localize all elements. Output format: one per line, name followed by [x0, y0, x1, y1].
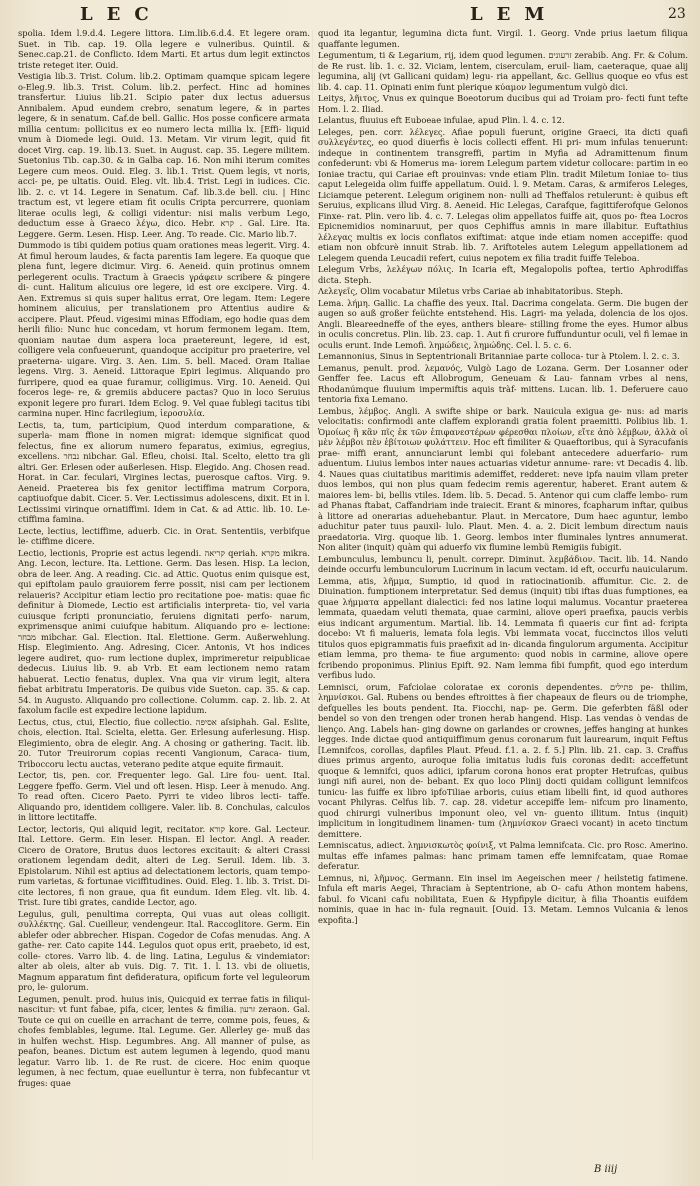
- entry-paragraph: Lema. λήμη. Gallic. La chaffie des yeux. Ital. Dacrima congelata. Germ. Die bugen der augen so auß großer feüchte entstehend. His. Lagri- ma yelada, dolencia de los ojos. Angli. Bleareedneffe of the eyes, anthers bleare- stilling frome the eyes. Humor albus in oculis concretus. Plin. lib. 23. cap. 1. Aut fi crurore fuffunduntur oculi, vel fi lemae in oculis erunt. Inde Lemofi. λημώδεις, λημώδης. Cel. l. 5. c. 6.: [318, 297, 688, 350]
- entry-paragraph: Lector, tis, pen. cor. Frequenter lego. Gal. Lire fou- uent. Ital. Leggere fpeffo. Germ. Viel und oft lesen. Hisp. Leer à menudo. Ang. To read often. Cicero Paeto. Pyrri te video libros lecti- taffe. Aliquando pro, identidem colligere. Valer. lib. 8. Conchulas, calculos in littore lectitaffe.: [18, 770, 310, 822]
- entry-paragraph: Leitys, λῆιτος, Vnus ex quinque Boeotorum ducibus qui ad Troiam pro- fecti funt tefte Hom. l. 2. Iliad.: [318, 93, 688, 114]
- running-head-left: LEC: [80, 4, 163, 25]
- entry-paragraph: Lemanus, penult. prod. λεμανός, Vulgò Lago de Lozana. Germ. Der Losanner oder Genffer fee. Lacus eft Allobrogum, Geneuam & Lau- fannam vrbes al nens, Rhodanúmque fluuium impermiftis aquis tràf- mittens. Lucan. lib. 1. Deferuere cauo tentoria fixa Lemano.: [318, 362, 688, 404]
- entry-paragraph: Leleges, pen. corr. λέλεγες. Afiae populi fuerunt, origine Graeci, ita dicti quafi συλλεγέντες, eo quod diuerfis è locis collecti effent. Hi pri- mum infulas tenuerunt: indeque in continentem transgreffi, partim in Myfia ad Adramittenum finum confederunt: vbi & Homerus ma- iorem Lelegum partem videtur collocare: partim in eo Ioniae tractu, qui Cariae eft prouinvas: vnde etiam Plin. tradit Miletum Ioniae to- tius caput Lelegeida olim fuiffe appellatum. Ouid. l. 9. Metam. Caras, & armiferos Leleges, Liciamque peterent. Lelegum originem non- nulli ad Theffalos retulerunt: è quibus eft Seruius, explicans illud Virg. 8. Aeneid. Hic Lelegas, Carafque, fagittiferofque Gelonos Finxe- rat. Plin. vero lib. 4. c. 7. Lelegas olim appellatos fuiffe ait, quos po- ftea Locros Epicnemidios nominaruut, per quos Cephiffus amnis in mare illabitur. Euftathius λέλεγας multis ex locis conflatos exiftimat: atque inde etiam nomen accepiffe: quod etiam non obfcurè innuit Strab. lib. 7. Ariftoteles autem Lelegum appellationem ad Lelegem quenda Leucadii refert, cuius nepotem ex filia tradit fuiffe Teleboa.: [318, 126, 688, 263]
- entry-paragraph: Lembus, λέμβος. Angli. A swifte shipe or bark. Nauicula exigua ge- nus: ad maris velocitatis: confirmodi ante claffem explorandi gratia folent praemitti. Polibius lib. 1. Ὁμοίως ἢ κἂν πῖς ἐκ τῶν ἐπιφανεστέρων φέρεσθαι πλοίων, εἴτε ἀπὸ λέμβων, ἀλλὰ οἱ μὲν λέμβοι πὲν ἐβίτοιων φυλάττειν. Hoc eft fimiliter & Quaeftoribus, qui à Syracufanis prae- miffi erant, annunciarunt lembi qui folebant antecedere aduerfario- rum aduentum. Liuius lembos inter naues actuarias videtur annume- rare: vt Decadis 4. lib. 4. Naues quas ciuitatibus maritimis ademiffet, redderet: neve ipfa nauim vllam preter duos lembos, qui non plus quam fedecim remis agerentur, haberet. Erant autem & maiores lem- bi, bellis vtiles. Idem. lib. 5. Decad. 5. Antenor qui cum claffe lembo- rum ad Phanas ftabat, Caffandriam inde traiecit. Erant & minores, fcapharum inftar, quibus à littore ad onerarias aduehebantur. Plaut. in Mercatore, Dum haec aguntur, lembo aduchitur pater tuus pauxil- lulo. Plaut. Men. 4. a. 2. Dicit lembum directum nauis praedatoria. Virg. quoque lib. 1. Georg. lembos inter fluminales lyntres annumerat. Non aliter (inquit) quàm qui aduerfo vix flumine lembũ Remigiis fubigit.: [318, 405, 688, 552]
- entry-paragraph: Lemniscatus, adiect. λημνισκωτὸς φοίνιξ, vt Palma lemnifcata. Cic. pro Rosc. Amerino. multas effe infames palmas: hanc primam tamen effe lemnifcatam, quae Romae deferatur.: [318, 840, 688, 871]
- entry-paragraph: Lectus, ctus, ctui, Electio, fiue collectio. אסיפה aſsiphah. Gal. Eslite, chois, election. Ital. Scielta, eletta. Ger. Erlesung auferlesung. Hisp. Elegimiento, obra de elegir. Ang. A chosing or gathering. Tacit. lib. 20. Tutor Treuirorum copias recenti Vangionum, Caraca- tium, Triboccoru lectu auctas, veterano pedite atque equite firmauit.: [18, 716, 310, 769]
- entry-paragraph: Dummodo is tibi quidem potius quam orationes meas legerit. Virg. 4. At fimul heroum laudes, & facta parentis Iam legere. Ea quoque que plena funt, legere dicimur. Virg. 6. Aeneid. quin protinus omnem perlegerent oculis. Tractum à Graecis γράφειν scribere & pingere di- cunt. Halitum alicuius ore legere, id est ore excipere. Virg. 4. Aen. Extremus si quis super halitus errat, Ore legam. Item: Legere hominem alicuius, per translationem pro Attentius audire & accipere. Plaut. Pfeud. vigesimi minas Effodiam, ego hodie quas dem herili filio: Nunc huc concedam, vt horum fermonem legam. Item, quoniam nautae dum aspera loca praetereunt, legere, id est, colligere vela confueuerunt, quandoque accipitur pro praeterire, vel praeterna- uigare. Virg. 3. Aen. Lim. 5. bell. Maced. Oram Italiae legens. Virg. 3. Aeneid. Littoraque Epiri legimus. Aliquando pro furripere, quod ea quae furamur, colligimus. Virg. 10. Aeneid. Qui foceros lege- re, & gremiis abducere pactas? Quo in loco Seruius exponit legere pro furari. Idem Eclog. 9. Vel quae fublegi tacitus tibi carmina nuper. Hinc facrilegium, ἱεροσυλία.: [18, 240, 310, 418]
- entry-paragraph: Lectis, ta, tum, participium, Quod interdum comparatione, & superla- mam ffione in nomen migrat: idemque significat quod felectus, fine ex aliorum numero feparatus, eximius, egregius, excellens. נבחר nibchar. Gal. Efleu, choisi. Ital. Scelto, eletto tra gli altri. Ger. Erlesen oder außerlesen. Hisp. Elegido. Ang. Chosen read. Horat. in Car. feculari, Virgines lectas, puerosque caftos. Virg. 9. Aeneid. Praeterea bis fex genitor lectiffima matrum Corpora, captiuofque dabit. Cicer. 5. Ver. Lectissimus adolescens, dixit. Et in l. Lectissimi virinque ornatiffimi. Idem in Cat. & ad Attic. lib. 10. Le- ctiffima famina.: [18, 419, 310, 524]
- entry-paragraph: Lelegum Vrbs, λελέγων πόλις. In Icaria eft, Megalopolis poftea, tertio Aphrodiffas dicta. Steph.: [318, 264, 688, 285]
- entry-paragraph: Lemma, atis, λῆμμα, Sumptio, id quod in ratiocinationib. affumitur. Cic. 2. de Diuination. fumptionem interpretatur. Sed demus (inquit) tibi iftas duas fumptiones, ea quae λήμματα appellant dialectici: fed nos latine loqui malumus. Vocantur praeterea lemmata, quaedam veluti themata, quae carmini, aliove operi praefixa, paucis verbis eius indicant argumentum. Martial. lib. 14. Lemmata fi quaeris cur fint ad- fcripta docebo: Vt fi malueris, lemata fola legis. Vbi lemmata vocat, fuccinctos illos veluti titulos quos epigrammatis fuis praefixit ad in- dicanda fingulorum argumenta. Accipitur etiam lemma, pro thema- te fiue argumento: quod nobis in carmine, aliove opere fcribendo proponimus. Plinius Epift. 92. Nam lemma fibi fumpfit, quod ego interdum verfibus ludo.: [318, 575, 688, 680]
- entry-paragraph: Lector, lectoris, Qui aliquid legit, recitator. קורא kore. Gal. Lecteur. Ital. Lettore. Germ. Ein leser. Hispan. El lector. Angl. A reader. Cicero de Oratore, Brutus duos lectores excitauit: & alteri Crassi orationem legendam dedit, alteri de Leg. Seruil. Idem. lib. 3. Epistolarum. Nihil est aptius ad delectationem lectoris, quam tempo- rum varietas, & fortunae viciffitudines. Ouid. Eleg. 1. lib. 3. Trist. Di- cite lectores, fi non graue, qua fit eundum. Idem Eleg. vlt. lib. 4. Trist. Iure tibi grates, candide Lector, ago.: [18, 823, 310, 907]
- page-number: 23: [668, 6, 686, 22]
- entry-paragraph: Legumen, penult. prod. huius inis, Quicquid ex terrae fatis in filiqui- nascitur: vt funt fabae, pifa, cicer, lentes & fimilia. זרעון zeraon. Gal. Toute ce qui on cueille en arrachant de terre, comme pois, feues, & chofes femblables, legume. Ital. Legume. Ger. Allerley ge- muß das in hulfen wechst. Hisp. Legumbres. Ang. All manner of pulse, as peafon, beanes. Dictum est autem legumen à legendo, quod manu legatur. Varro lib. 1. de Re rust. de cicere. Hoc enim quoque legumen, à nec fectum, quae euelluntur è terra, non fubfecantur vt fruges: quae: [18, 993, 310, 1088]
- right-column: [318, 28, 688, 1158]
- entry-paragraph: Lemannonius, Sinus in Septentrionali Britanniae parte colloca- tur à Ptolem. l. 2. c. 3.: [318, 351, 680, 361]
- entry-paragraph: Vestigia lib.3. Trist. Colum. lib.2. Optimam quamque spicam legere o-Eleg.9. lib.3. Trist. Colum. lib.2. perfect. Hinc ad homines transfertur. Liuius lib.21. Scipio pater dux lectus aduersus Annibalem. Apud eundem crebro, senatum legere, & in partes legere, & in senatum. Caf.de bell. Gallic. Hos posse conficere armata millia centum: pollicitus ex eo numero lecta millia lx. [Effi- liquid vnum à Diomede legi. Ouid. 13. Metam. Vir virum legit, quid fit docet Virg. cap. 19. lib.13. Suet. in August. cap. 35. Legere militem. Suetonius Tib. cap.30. & in Galba cap. 16. Non mihi iterum comites Legere cum meos. Ouid. Eleg. 3. lib.1. Trist. Quem legis, vt noris, acci- pe, pe ultatis. Ouid. Eleg. vlt. lib.4. Trist. Legi in iudices. Cic. lib. 2. c. vt 14. Legere in Senatum. Caf. lib.3.de bell. ciu. | Hinc tractum est, vt legere etiam fit oculis Cripta percurrere, quoniam literae oculis legi, & colligi videntur: nisi malis verbum Lego, deductum esse à Graeco λέγω, dico. Hebr. קרא . Gal. Lire. Ita. Leggere. Germ. Lesen. Hisp. Leer. Ang. To reade. Cic. Mario lib.7.: [18, 71, 310, 239]
- running-head-right: LEM: [470, 4, 559, 25]
- entry-paragraph: Lembunculus, lembuncu li, penult. correpr. Diminut. λεμβάδιον. Tacit. lib. 14. Nando deinde occurfu lembunculorum Lucrinum in lacum vectam. id eft, occurfu nauicularum.: [318, 553, 688, 574]
- left-column: [18, 28, 310, 1158]
- entry-paragraph: quod ita legantur, legumina dicta funt. Virgil. 1. Georg. Vnde prius laetum filiqua quaffante legumen.: [318, 28, 688, 49]
- signature-mark: B iiij: [594, 1164, 618, 1175]
- entry-paragraph: Lemnisci, orum, Fafciolae coloratae ex coronis dependentes. פתילים pe- thilim, λημνίσκοι. Gal. Rubens ou bendes eftroittes à fier chapeaux de fleurs ou de triomphe, defquelles les bouts pendent. Ita. Fiocchi, nap- pe. Germ. Die geferbten fäßl oder bendel so von den trengen oder tronen herab hangend. Hisp. Las vendas ò vendas de lienço. Ang. Labels han- ging downe on garlandes or crownes, jeffes hanging at hunkes legges. Inde dictae quod antiquiffimum genus coronarum fuit laurearum, inquit Feftus [Lemnifcos, corollas, dapfiles Plaut. Pfeud. f.1. a. 2. f. 5.] Plin. lib. 21. cap. 3. Craffus diues primus argento, auroque folia imitatus ludis fuis coronas dedit: acceffetunt quoque & lemnifci, quos adiici, ipfarum corona honos erat propter Hetrufcas, quibus iungi nifi aurei, non de- bebant. Ex quo loco Plinij docti quidam colligunt lemnifcos tunicu- las fuiffe ex libro ipfoTiliae arboris, cuius etiam libelli fint, id quod authores vocant Philyras. Celfus lib. 7. cap. 28. videtur accepiffe lem- nifcum pro linamento, quod chirurgi vulneribus imponunt oleo, vel vn- guento illitum. Intus (inquit) implicitum in longitudinem linamen- tum (λημνίσκον Graeci vocant) in aceto tinctum demittere.: [318, 681, 688, 839]
- column-gutter: [312, 30, 313, 1160]
- page-header: [0, 0, 700, 28]
- entry-paragraph: Lelantus, fluuius eft Euboeae infulae, apud Plin. l. 4. c. 12.: [318, 115, 565, 125]
- entry-paragraph: Legumentum, ti & Legarium, rij, idem quod legumen. זרעונים zerabib. Ang. Fr. & Colum. de Re rust. lib. 1. c. 32. Viciam, lentem, ciserculam, eruil- liam, caeteraque, quae alij legumina, alij (vt Gallicani quidam) legu- ria appellant, &c. Gellius quoque eo vfus est lib. 4. cap. 11. Opinati enim funt plerique κύαμον legumentum vulgò dici.: [318, 50, 688, 92]
- entry-paragraph: Legulus, guli, penultima correpta, Qui vuas aut oleas colligit. συλλέκτης. Gal. Cueilleur, vendengeur. Ital. Raccoglitore. Germ. Ein ablefer oder abbrecher. Hispan. Cogedor de Cofas menudas. Ang. A gathe- rer. Cato capite 144. Legulos quot opus erit, praebeto, id est, colle- ctores. Varro lib. 4. de ling. Latina, Legulus & vindemiator: alter ab oleis, alter ab vuis. Dig. 7. Tit. 1. l. 13. vbi de oliuetis, Magnum apparatum fint defideratura, opificum forte vel leguleorum pro, le- gulorum.: [18, 908, 310, 992]
- entry-paragraph: spolia. Idem l.9.d.4. Legere littora. Lim.lib.6.d.4. Et legere oram. Suet. in Tib. cap. 19. Olla legere e vulneribus. Quintil. & Senec.cap.21. de Conflicto. Idem Marti. Et artus dum legit extinctos triste reteget iter. Ouid.: [18, 28, 310, 70]
- entry-paragraph: Λελεγεῖς, Olim vocabatur Miletus vrbs Cariae ab inhabitatoribus. Steph.: [318, 286, 624, 296]
- entry-paragraph: Lecte, lectius, lectiffime, aduerb. Cic. in Orat. Sententiis, verbifque le- ctiffime dicere.: [18, 525, 310, 546]
- entry-paragraph: Lectio, lectionis, Proprie est actus legendi. קריאה qeriah. מקרא mikra. Ang. Lecon, lecture. Ita. Lettione. Germ. Das lesen. Hisp. La lecion, obra de leer. Ang. A reading. Cic. ad Attic. Quotus enim quisque est, qui epiftolam paulo grauiorem ferre possit, nisi cam per lectionem relaueris? Accipitur etiam lectio pro recitatione poe- matis: quae fic definitur à Diomede, Lectio est artificialis interpreta- tio, vel varia cuiusque fcripti pronunciatio, feruiens dignitati perfo- narum, exprimensque animi cuiufque habitum. Aliquando pro e- lectione: מבחר mibchar. Gal. Election. Ital. Elettione. Germ. Außerwehlung. Hisp. Elegimiento. Ang. Adresing, Cicer. Antonis, Vt hos indices legere audiret, quo- rum lectione duplex, imprimeretur reipublicae dedecus. Liuius lib. 9. ab Vrb. Et eam lectionem nemo ratam habuerat. Lectio fenatus, duplex. Vna qua vir virum legit, altera fiebat arbitratu Imperatoris. De quibus vide Sueton. cap. 35. & cap. 54. in Augusto. Aliquando pro collectione. Columm. cap. 2. lib. 2. At faxolum facile est expedire lectione lapidum.: [18, 547, 310, 715]
- entry-paragraph: Lemnus, ni, λῆμνος. Germann. Ein insel im Aegeischen meer / heilstetig fatimene. Infula eft maris Aegei, Thraciam à Septentrione, ab O- cafu Athon montem habens, fabul. fo Vicani cafu nobilitata, Euen & Hypfipyle dicitur, à filia Thoantis euifdem nominis, quae in hac in- fula regnauit. [Ouid. 13. Metam. Lemnos Vulcania & lenos expofita.]: [318, 872, 688, 925]
